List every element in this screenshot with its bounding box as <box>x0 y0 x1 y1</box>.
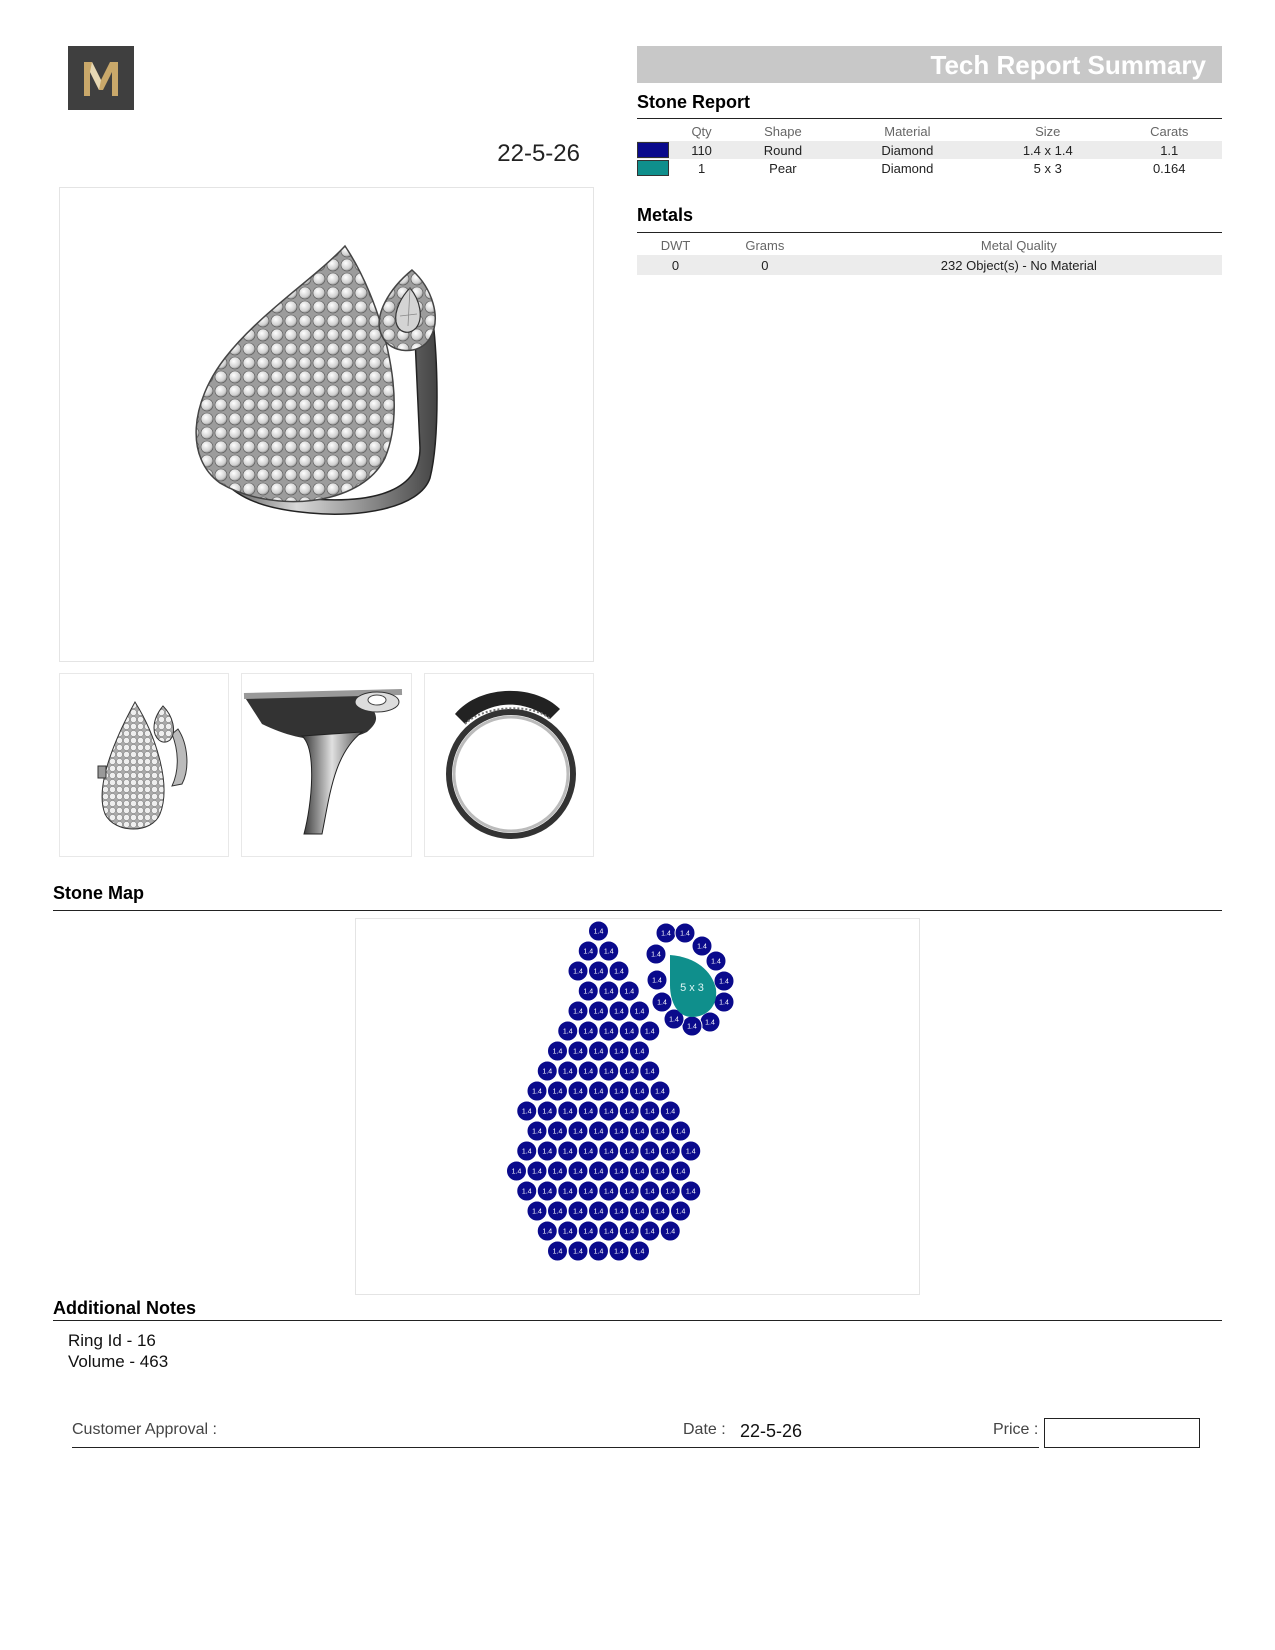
round-stone-marker <box>630 1041 650 1061</box>
table-row <box>637 255 1222 275</box>
round-stone-marker <box>681 1181 701 1201</box>
round-stone-marker <box>650 1201 670 1221</box>
round-stone-size-label: 1.4 <box>562 1228 573 1236</box>
round-stone-size-label: 1.4 <box>511 1168 522 1176</box>
round-stone-marker <box>578 1021 598 1041</box>
round-stone-marker <box>650 1161 670 1181</box>
round-stone-size-label: 1.4 <box>603 948 614 956</box>
round-stone-size-label: 1.4 <box>532 1168 542 1176</box>
round-stone-size-label: 1.4 <box>634 1128 645 1136</box>
round-stone-marker <box>609 1081 629 1101</box>
round-stone-size-label: 1.4 <box>634 1248 645 1256</box>
report-title: Tech Report Summary <box>930 50 1206 80</box>
round-stone-size-label: 1.4 <box>573 1248 583 1256</box>
round-stone-size-label: 1.4 <box>685 1148 696 1156</box>
round-stone-marker <box>700 1012 720 1032</box>
price-input-box[interactable] <box>1044 1418 1200 1448</box>
dwt-column-header: DWT <box>660 237 691 253</box>
round-stone-size-label: 1.4 <box>552 1088 563 1096</box>
report-date: 22-5-26 <box>497 140 580 167</box>
round-stone-size-label: 1.4 <box>593 1008 604 1016</box>
round-stone-marker <box>609 1121 629 1141</box>
metals-divider <box>637 232 1222 233</box>
round-stone-size-label: 1.4 <box>634 1208 645 1216</box>
ring-front-thumbnail <box>59 673 229 857</box>
round-stone-size-label: 1.4 <box>603 1068 614 1076</box>
round-stone-size-label: 1.4 <box>603 1148 614 1156</box>
round-stone-marker <box>682 1016 702 1036</box>
round-stone-marker <box>568 961 588 981</box>
round-stone-size-label: 1.4 <box>603 988 614 996</box>
round-stone-marker <box>517 1181 537 1201</box>
round-stone-marker <box>527 1161 547 1181</box>
round-stone-marker <box>537 1221 557 1241</box>
round-stone-size-label: 1.4 <box>657 999 667 1007</box>
round-stone-size-label: 1.4 <box>593 1128 604 1136</box>
stone-report-table <box>637 121 1222 177</box>
round-stone-size-label: 1.4 <box>542 1188 553 1196</box>
round-stone-size-label: 1.4 <box>644 1108 655 1116</box>
round-stone-marker <box>650 1121 670 1141</box>
round-stone-size-label: 1.4 <box>661 930 671 938</box>
round-stone-marker <box>609 961 629 981</box>
round-stone-marker <box>558 1221 578 1241</box>
round-stone-size-label: 1.4 <box>552 1168 563 1176</box>
round-stone-marker <box>671 1121 691 1141</box>
round-stone-size-label: 1.4 <box>573 1208 583 1216</box>
round-stone-marker <box>646 944 666 964</box>
round-stone-color-swatch <box>637 142 669 158</box>
grams-column-header: Grams <box>745 237 785 253</box>
round-stone-size-label: 1.4 <box>655 1168 665 1176</box>
round-stone-size-label: 1.4 <box>593 1088 604 1096</box>
round-stone-size-label: 1.4 <box>644 1148 655 1156</box>
round-stone-marker <box>640 1221 660 1241</box>
round-stone-marker <box>589 1041 609 1061</box>
round-stone-size-label: 1.4 <box>665 1148 676 1156</box>
round-stone-marker <box>660 1101 680 1121</box>
round-stone-size-label: 1.4 <box>583 1148 594 1156</box>
round-stone-marker <box>568 1201 588 1221</box>
material-cell: Diamond <box>836 141 979 159</box>
round-stone-marker <box>527 1121 547 1141</box>
round-stone-marker <box>589 961 609 981</box>
qty-cell: 1 <box>697 160 706 176</box>
round-stone-size-label: 1.4 <box>532 1208 542 1216</box>
round-stone-marker <box>599 1181 619 1201</box>
round-stone-marker <box>568 1081 588 1101</box>
round-stone-size-label: 1.4 <box>583 1108 594 1116</box>
round-stone-size-label: 1.4 <box>634 1048 645 1056</box>
round-stone-marker <box>548 1041 568 1061</box>
round-stone-marker <box>599 981 619 1001</box>
stone-map-canvas <box>356 919 919 1294</box>
round-stone-size-label: 1.4 <box>593 1048 604 1056</box>
qty-column-header: Qty <box>691 123 712 139</box>
customer-approval-label: Customer Approval : <box>72 1421 217 1438</box>
round-stone-size-label: 1.4 <box>552 1248 563 1256</box>
round-stone-marker <box>589 1081 609 1101</box>
round-stone-marker <box>647 970 667 990</box>
round-stone-size-label: 1.4 <box>624 1148 635 1156</box>
round-stone-marker <box>619 1021 639 1041</box>
round-stone-marker <box>589 1001 609 1021</box>
round-stone-marker <box>681 1141 701 1161</box>
ring-top-thumbnail <box>424 673 594 857</box>
round-stone-marker <box>599 1061 619 1081</box>
stone-report-divider <box>637 118 1222 119</box>
round-stone-size-label: 1.4 <box>655 1128 665 1136</box>
round-stone-marker <box>568 1121 588 1141</box>
round-stone-marker <box>578 1061 598 1081</box>
round-stone-size-label: 1.4 <box>652 977 662 985</box>
stone-report-title: Stone Report <box>637 92 751 112</box>
round-stone-size-label: 1.4 <box>573 1048 583 1056</box>
round-stone-size-label: 1.4 <box>634 1008 645 1016</box>
round-stone-marker <box>675 923 695 943</box>
carats-cell: 0.164 <box>1152 160 1186 176</box>
round-stone-size-label: 1.4 <box>614 1168 624 1176</box>
round-stone-size-label: 1.4 <box>634 1088 645 1096</box>
round-stone-marker <box>656 923 676 943</box>
round-stone-marker <box>599 1101 619 1121</box>
round-stone-marker <box>507 1161 527 1181</box>
dwt-cell: 0 <box>637 255 714 275</box>
round-stone-size-label: 1.4 <box>614 1208 624 1216</box>
round-stone-size-label: 1.4 <box>583 988 594 996</box>
round-stone-marker <box>619 1181 639 1201</box>
round-stone-marker <box>640 1021 660 1041</box>
round-stone-size-label: 1.4 <box>552 1048 563 1056</box>
round-stone-marker <box>578 1221 598 1241</box>
round-stone-size-label: 1.4 <box>614 1248 624 1256</box>
round-stone-size-label: 1.4 <box>665 1228 676 1236</box>
round-stone-marker <box>660 1141 680 1161</box>
round-stone-marker <box>660 1181 680 1201</box>
round-stone-size-label: 1.4 <box>521 1188 532 1196</box>
round-stone-size-label: 1.4 <box>711 958 721 966</box>
round-stone-marker <box>589 921 609 941</box>
stone-map-diagram <box>355 918 920 1295</box>
round-stone-size-label: 1.4 <box>521 1108 532 1116</box>
shape-cell: Pear <box>769 160 797 176</box>
color-column-header <box>637 121 673 141</box>
round-stone-marker <box>630 1161 650 1181</box>
round-stone-size-label: 1.4 <box>593 968 604 976</box>
round-stone-marker <box>568 1161 588 1181</box>
round-stone-size-label: 1.4 <box>614 968 624 976</box>
grams-cell: 0 <box>714 255 816 275</box>
round-stone-marker <box>706 951 726 971</box>
note-volume: Volume - 463 <box>68 1352 169 1371</box>
round-stone-size-label: 1.4 <box>624 1228 635 1236</box>
round-stone-marker <box>630 1201 650 1221</box>
round-stone-marker <box>640 1181 660 1201</box>
round-stone-size-label: 1.4 <box>687 1023 697 1031</box>
round-stone-marker <box>630 1001 650 1021</box>
round-stone-marker <box>714 971 734 991</box>
round-stone-size-label: 1.4 <box>542 1068 553 1076</box>
round-stone-size-label: 1.4 <box>603 1028 614 1036</box>
round-stone-marker <box>578 1141 598 1161</box>
round-stone-marker <box>619 1141 639 1161</box>
round-stone-size-label: 1.4 <box>665 1108 676 1116</box>
material-column-header: Material <box>884 123 931 139</box>
round-stone-marker <box>548 1121 568 1141</box>
note-ring-id: Ring Id - 16 <box>68 1331 156 1350</box>
round-stone-size-label: 1.4 <box>573 1088 583 1096</box>
qty-cell: 110 <box>673 141 730 159</box>
stone-report-header-row <box>637 121 1222 141</box>
round-stone-marker <box>517 1101 537 1121</box>
round-stone-size-label: 1.4 <box>719 978 729 986</box>
round-stone-size-label: 1.4 <box>644 1028 655 1036</box>
round-stone-marker <box>671 1201 691 1221</box>
round-stone-marker <box>548 1081 568 1101</box>
round-stone-size-label: 1.4 <box>644 1188 655 1196</box>
round-stone-marker <box>609 1161 629 1181</box>
round-stone-size-label: 1.4 <box>552 1208 563 1216</box>
round-stone-size-label: 1.4 <box>552 1128 563 1136</box>
round-stone-size-label: 1.4 <box>593 928 604 936</box>
round-stone-marker <box>599 1021 619 1041</box>
round-stone-marker <box>619 1221 639 1241</box>
metal-quality-cell: 232 Object(s) - No Material <box>816 255 1222 275</box>
round-stone-marker <box>568 1041 588 1061</box>
round-stone-marker <box>578 1101 598 1121</box>
round-stone-marker <box>640 1061 660 1081</box>
report-title-bar <box>637 46 1222 83</box>
round-stone-size-label: 1.4 <box>562 1028 573 1036</box>
round-stone-marker <box>619 1061 639 1081</box>
round-stone-size-label: 1.4 <box>634 1168 645 1176</box>
round-stone-marker <box>527 1081 547 1101</box>
round-stone-marker <box>548 1241 568 1261</box>
round-stone-size-label: 1.4 <box>655 1088 665 1096</box>
round-stone-marker <box>640 1141 660 1161</box>
size-cell: 1.4 x 1.4 <box>979 141 1116 159</box>
round-stone-marker <box>609 1201 629 1221</box>
stone-color-swatch-cell <box>637 141 673 159</box>
stone-map-divider <box>53 910 1222 911</box>
round-stone-marker <box>650 1081 670 1101</box>
round-stone-size-label: 1.4 <box>562 1148 573 1156</box>
round-stone-marker <box>660 1221 680 1241</box>
round-stone-marker <box>599 1221 619 1241</box>
round-stone-marker <box>589 1201 609 1221</box>
round-stone-marker <box>609 1241 629 1261</box>
round-stone-size-label: 1.4 <box>697 943 707 951</box>
round-stone-marker <box>609 1041 629 1061</box>
round-stone-marker <box>558 1141 578 1161</box>
round-stone-size-label: 1.4 <box>521 1148 532 1156</box>
round-stone-size-label: 1.4 <box>542 1228 553 1236</box>
round-stone-size-label: 1.4 <box>675 1208 686 1216</box>
round-stone-size-label: 1.4 <box>624 988 635 996</box>
round-stone-marker <box>578 1181 598 1201</box>
round-stone-size-label: 1.4 <box>583 1028 594 1036</box>
round-stone-size-label: 1.4 <box>583 1068 594 1076</box>
pear-stone-size-label: 5 x 3 <box>680 982 704 994</box>
round-stone-size-label: 1.4 <box>614 1048 624 1056</box>
round-stone-size-label: 1.4 <box>624 1068 635 1076</box>
round-stone-marker <box>589 1241 609 1261</box>
shape-cell: Round <box>730 141 836 159</box>
round-stone-marker <box>527 1201 547 1221</box>
metals-title: Metals <box>637 205 694 225</box>
round-stone-size-label: 1.4 <box>593 1248 604 1256</box>
round-stone-size-label: 1.4 <box>665 1188 676 1196</box>
round-stone-marker <box>537 1101 557 1121</box>
size-column-header: Size <box>1035 123 1061 139</box>
ring-side-thumbnail <box>241 673 412 857</box>
approval-price-label: Price : <box>993 1421 1039 1438</box>
approval-date-value: 22-5-26 <box>740 1421 803 1441</box>
round-stone-marker <box>558 1061 578 1081</box>
ring-main-render <box>59 187 594 662</box>
round-stone-size-label: 1.4 <box>705 1019 715 1027</box>
round-stone-size-label: 1.4 <box>583 1228 594 1236</box>
round-stone-size-label: 1.4 <box>669 1016 679 1024</box>
table-row <box>637 141 1222 159</box>
round-stone-size-label: 1.4 <box>644 1068 655 1076</box>
carats-cell: 1.1 <box>1116 141 1222 159</box>
stone-color-swatch-cell <box>637 159 673 177</box>
metals-header-row <box>637 235 1222 255</box>
round-stone-size-label: 1.4 <box>614 1128 624 1136</box>
round-stone-marker <box>548 1161 568 1181</box>
round-stone-size-label: 1.4 <box>624 1108 635 1116</box>
round-stone-size-label: 1.4 <box>614 1008 624 1016</box>
metal-quality-column-header: Metal Quality <box>980 237 1057 253</box>
round-stone-size-label: 1.4 <box>532 1128 542 1136</box>
round-stone-size-label: 1.4 <box>675 1128 686 1136</box>
round-stone-marker <box>714 992 734 1012</box>
round-stone-size-label: 1.4 <box>573 968 583 976</box>
round-stone-marker <box>630 1241 650 1261</box>
round-stone-size-label: 1.4 <box>655 1208 665 1216</box>
round-stone-marker <box>558 1101 578 1121</box>
round-stone-marker <box>692 936 712 956</box>
round-stone-marker <box>558 1021 578 1041</box>
material-cell: Diamond <box>881 160 934 176</box>
round-stone-size-label: 1.4 <box>651 951 661 959</box>
round-stone-size-label: 1.4 <box>603 1188 614 1196</box>
stone-map-title: Stone Map <box>53 883 145 903</box>
additional-notes-divider <box>53 1320 1222 1321</box>
round-stone-marker <box>537 1181 557 1201</box>
round-stone-size-label: 1.4 <box>532 1088 542 1096</box>
round-stone-size-label: 1.4 <box>685 1188 696 1196</box>
round-stone-marker <box>599 941 619 961</box>
round-stone-size-label: 1.4 <box>562 1108 573 1116</box>
round-stone-size-label: 1.4 <box>562 1188 573 1196</box>
customer-approval-signature-line[interactable] <box>72 1447 1039 1448</box>
round-stone-size-label: 1.4 <box>583 948 594 956</box>
round-stone-size-label: 1.4 <box>680 930 690 938</box>
round-stone-marker <box>630 1081 650 1101</box>
round-stone-marker <box>517 1141 537 1161</box>
round-stone-marker <box>640 1101 660 1121</box>
size-cell: 5 x 3 <box>1033 160 1062 176</box>
round-stone-size-label: 1.4 <box>593 1168 604 1176</box>
round-stone-marker <box>619 1101 639 1121</box>
round-stone-marker <box>589 1161 609 1181</box>
round-stone-size-label: 1.4 <box>644 1228 655 1236</box>
round-stone-marker <box>652 992 672 1012</box>
round-stone-marker <box>548 1201 568 1221</box>
round-stone-size-label: 1.4 <box>624 1028 635 1036</box>
round-stone-marker <box>568 1001 588 1021</box>
round-stone-size-label: 1.4 <box>573 1168 583 1176</box>
round-stone-size-label: 1.4 <box>583 1188 594 1196</box>
round-stone-size-label: 1.4 <box>542 1108 553 1116</box>
round-stone-marker <box>568 1241 588 1261</box>
round-stone-size-label: 1.4 <box>573 1008 583 1016</box>
round-stone-marker <box>630 1121 650 1141</box>
round-stone-size-label: 1.4 <box>603 1108 614 1116</box>
round-stone-marker <box>578 941 598 961</box>
metals-table <box>637 235 1222 275</box>
m-logo-icon <box>68 46 134 110</box>
round-stone-marker <box>589 1121 609 1141</box>
round-stone-size-label: 1.4 <box>624 1188 635 1196</box>
round-stone-marker <box>537 1141 557 1161</box>
round-stone-marker <box>558 1181 578 1201</box>
approval-date-label: Date : <box>683 1421 726 1438</box>
round-stone-marker <box>609 1001 629 1021</box>
shape-column-header: Shape <box>764 123 802 139</box>
pear-stone-color-swatch <box>637 160 669 176</box>
round-stone-size-label: 1.4 <box>603 1228 614 1236</box>
round-stone-size-label: 1.4 <box>719 999 729 1007</box>
round-stone-size-label: 1.4 <box>593 1208 604 1216</box>
round-stone-size-label: 1.4 <box>614 1088 624 1096</box>
round-stone-marker <box>578 981 598 1001</box>
round-stone-size-label: 1.4 <box>675 1168 686 1176</box>
additional-notes-title: Additional Notes <box>53 1298 196 1318</box>
round-stone-size-label: 1.4 <box>542 1148 553 1156</box>
round-stone-marker <box>599 1141 619 1161</box>
table-row <box>637 159 1222 177</box>
carats-column-header: Carats <box>1150 123 1189 139</box>
round-stone-size-label: 1.4 <box>562 1068 573 1076</box>
round-stone-marker <box>619 981 639 1001</box>
round-stone-size-label: 1.4 <box>573 1128 583 1136</box>
round-stone-marker <box>537 1061 557 1081</box>
round-stone-marker <box>671 1161 691 1181</box>
